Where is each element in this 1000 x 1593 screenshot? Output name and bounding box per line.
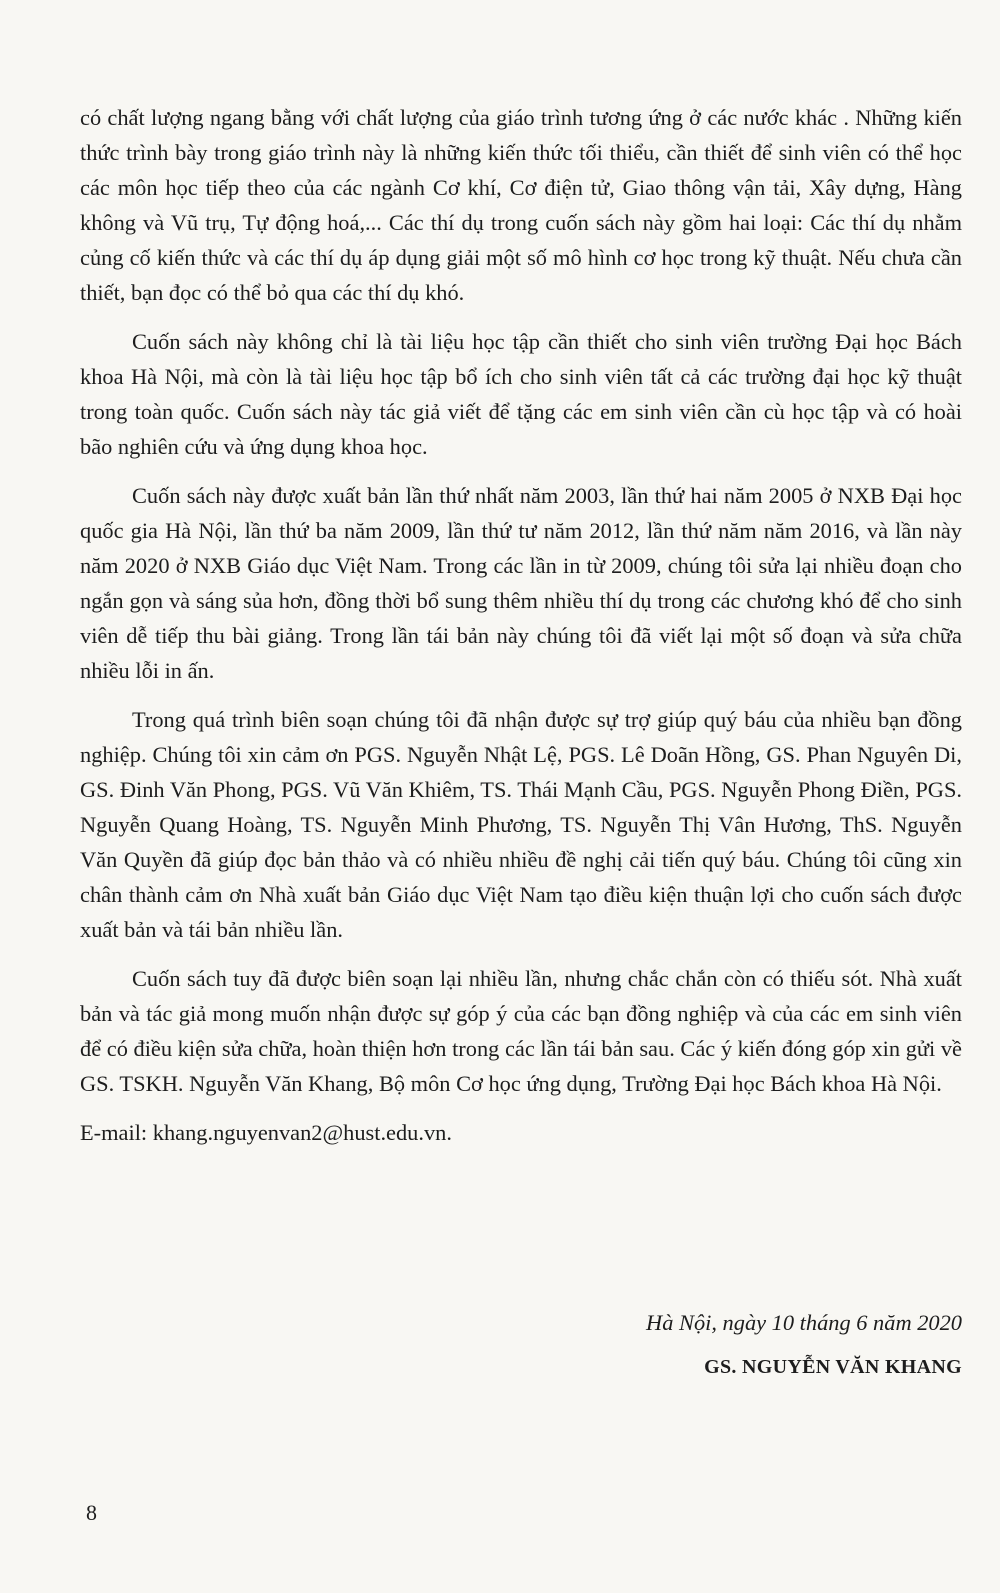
body-text [80,100,962,1164]
paragraph-editions: Cuốn sách này được xuất bản lần thứ nhất năm 2003, lần thứ hai năm 2005 ở NXB Đại học quốc gia Hà Nội, lần thứ ba năm 2009, lần thứ tư năm 2012, lần thứ năm năm 2016, và lần này năm 2020 ở NXB Giáo dục Việt Nam. Trong các lần in từ 2009, chúng tôi sửa lại nhiều đoạn cho ngắn gọn và sáng sủa hơn, đồng thời bổ sung thêm nhiều thí dụ trong các chương khó để cho sinh viên dễ tiếp thu bài giảng. Trong lần tái bản này chúng tôi đã viết lại một số đoạn và sửa chữa nhiều lỗi in ấn. [80,483,962,683]
paragraph-acknowledgements: Trong quá trình biên soạn chúng tôi đã nhận được sự trợ giúp quý báu của nhiều bạn đồng nghiệp. Chúng tôi xin cảm ơn PGS. Nguyễn Nhật Lệ, PGS. Lê Doãn Hồng, GS. Phan Nguyên Di, GS. Đinh Văn Phong, PGS. Vũ Văn Khiêm, TS. Thái Mạnh Cầu, PGS. Nguyễn Phong Điền, PGS. Nguyễn Quang Hoàng, TS. Nguyễn Minh Phương, TS. Nguyễn Thị Vân Hương, ThS. Nguyễn Văn Quyền đã giúp đọc bản thảo và có nhiều nhiều đề nghị cải tiến quý báu. Chúng tôi cũng xin chân thành cảm ơn Nhà xuất bản Giáo dục Việt Nam tạo điều kiện thuận lợi cho cuốn sách được xuất bản và tái bản nhiều lần. [80,707,962,942]
page-number: 8 [86,1500,97,1525]
signature-name: GS. NGUYỄN VĂN KHANG [704,1356,962,1378]
email-line: E-mail: khang.nguyenvan2@hust.edu.vn. [80,1120,452,1145]
paragraph-feedback: Cuốn sách tuy đã được biên soạn lại nhiều lần, nhưng chắc chắn còn có thiếu sót. Nhà xuất bản và tác giả mong muốn nhận được sự góp ý của các bạn đồng nghiệp và của các em sinh viên để có điều kiện sửa chữa, hoàn thiện hơn trong các lần tái bản sau. Các ý kiến đóng góp xin gửi về GS. TSKH. Nguyễn Văn Khang, Bộ môn Cơ học ứng dụng, Trường Đại học Bách khoa Hà Nội. [80,966,962,1096]
paragraph-continuation: có chất lượng ngang bằng với chất lượng của giáo trình tương ứng ở các nước khác . Những kiến thức trình bày trong giáo trình này là những kiến thức tối thiểu, cần thiết để sinh viên có thể học các môn học tiếp theo của các ngành Cơ khí, Cơ điện tử, Giao thông vận tải, Xây dựng, Hàng không và Vũ trụ, Tự động hoá,... Các thí dụ trong cuốn sách này gồm hai loại: Các thí dụ nhằm củng cố kiến thức và các thí dụ áp dụng giải một số mô hình cơ học trong kỹ thuật. Nếu chưa cần thiết, bạn đọc có thể bỏ qua các thí dụ khó. [80,105,962,305]
signature-date: Hà Nội, ngày 10 tháng 6 năm 2020 [646,1310,962,1335]
paragraph-audience: Cuốn sách này không chỉ là tài liệu học tập cần thiết cho sinh viên trường Đại học Bách khoa Hà Nội, mà còn là tài liệu học tập bổ ích cho sinh viên tất cả các trường đại học kỹ thuật trong toàn quốc. Cuốn sách này tác giả viết để tặng các em sinh viên cần cù học tập và có hoài bão nghiên cứu và ứng dụng khoa học. [80,329,962,459]
